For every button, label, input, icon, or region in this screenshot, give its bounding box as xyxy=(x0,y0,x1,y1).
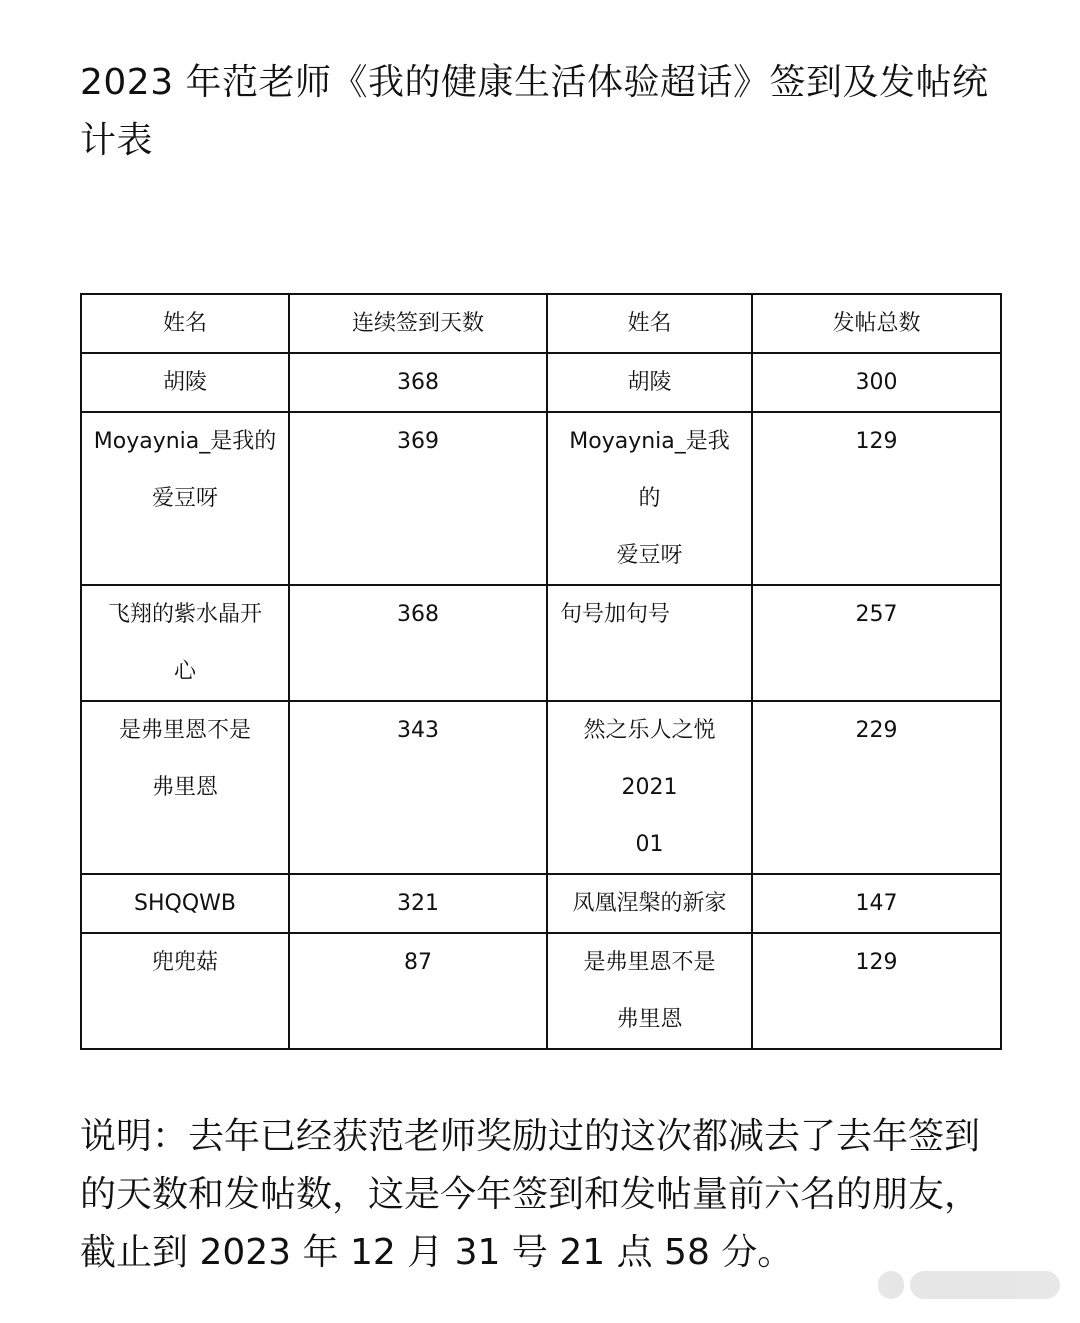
header-post-total: 发帖总数 xyxy=(752,294,1001,353)
stats-table xyxy=(80,293,1002,1050)
name1-cell xyxy=(81,412,289,585)
name2-line: 然之乐人之悦 xyxy=(583,718,716,743)
watermark-mark xyxy=(910,1271,1060,1299)
name2-line: 的 xyxy=(638,486,661,511)
name1-line: 兜兜菇 xyxy=(151,950,218,975)
header-checkin-days: 连续签到天数 xyxy=(289,294,547,353)
name1-line: 心 xyxy=(173,659,196,684)
name1-line: SHQQWB xyxy=(134,891,236,916)
name1-line: 胡陵 xyxy=(162,370,207,395)
name2-cell xyxy=(547,874,752,933)
posts-cell: 147 xyxy=(752,874,1001,933)
watermark-mark xyxy=(878,1271,904,1299)
posts-cell: 129 xyxy=(752,933,1001,1049)
name2-line: 01 xyxy=(635,832,664,857)
days-cell: 368 xyxy=(289,585,547,701)
name2-line: 句号加句号 xyxy=(560,602,671,627)
name1-cell xyxy=(81,874,289,933)
name1-line: 爱豆呀 xyxy=(151,486,218,511)
name2-line: 是弗里恩不是 xyxy=(583,950,716,975)
posts-cell: 257 xyxy=(752,585,1001,701)
note-paragraph: 说明：去年已经获范老师奖励过的这次都减去了去年签到的天数和发帖数，这是今年签到和发帖量前六名的朋友，截止到 2023 年 12 月 31 号 21 点 58 分。 xyxy=(80,1116,981,1273)
header-name-1: 姓名 xyxy=(81,294,289,353)
name1-cell xyxy=(81,933,289,1049)
page-title: 2023 年范老师《我的健康生活体验超话》签到及发帖统计表 xyxy=(80,62,989,161)
name1-cell xyxy=(81,585,289,701)
name1-line: 飞翔的紫水晶开 xyxy=(107,602,262,627)
posts-cell: 229 xyxy=(752,701,1001,874)
name1-line: Moyaynia_是我的 xyxy=(93,429,277,454)
name2-cell xyxy=(547,701,752,874)
table-row xyxy=(81,353,1001,412)
header-name-2: 姓名 xyxy=(547,294,752,353)
table-row xyxy=(81,585,1001,701)
table-header-row xyxy=(81,294,1001,353)
name1-line: 是弗里恩不是 xyxy=(118,718,251,743)
name2-line: 2021 xyxy=(621,775,678,800)
name2-line: 凤凰涅槃的新家 xyxy=(572,891,727,916)
name2-line: Moyaynia_是我 xyxy=(569,429,730,454)
name1-cell xyxy=(81,701,289,874)
posts-cell: 129 xyxy=(752,412,1001,585)
name2-line: 弗里恩 xyxy=(616,1007,683,1032)
name2-cell xyxy=(547,412,752,585)
name1-line: 弗里恩 xyxy=(151,775,218,800)
table-row xyxy=(81,412,1001,585)
days-cell: 87 xyxy=(289,933,547,1049)
name1-cell xyxy=(81,353,289,412)
days-cell: 369 xyxy=(289,412,547,585)
watermark-logo xyxy=(878,1265,1068,1305)
days-cell: 368 xyxy=(289,353,547,412)
table-row xyxy=(81,874,1001,933)
table-row xyxy=(81,701,1001,874)
name2-cell xyxy=(547,933,752,1049)
name2-line: 胡陵 xyxy=(627,370,672,395)
name2-line: 爱豆呀 xyxy=(616,543,683,568)
name2-cell xyxy=(547,585,752,701)
table-row xyxy=(81,933,1001,1049)
days-cell: 321 xyxy=(289,874,547,933)
name2-cell xyxy=(547,353,752,412)
days-cell: 343 xyxy=(289,701,547,874)
posts-cell: 300 xyxy=(752,353,1001,412)
